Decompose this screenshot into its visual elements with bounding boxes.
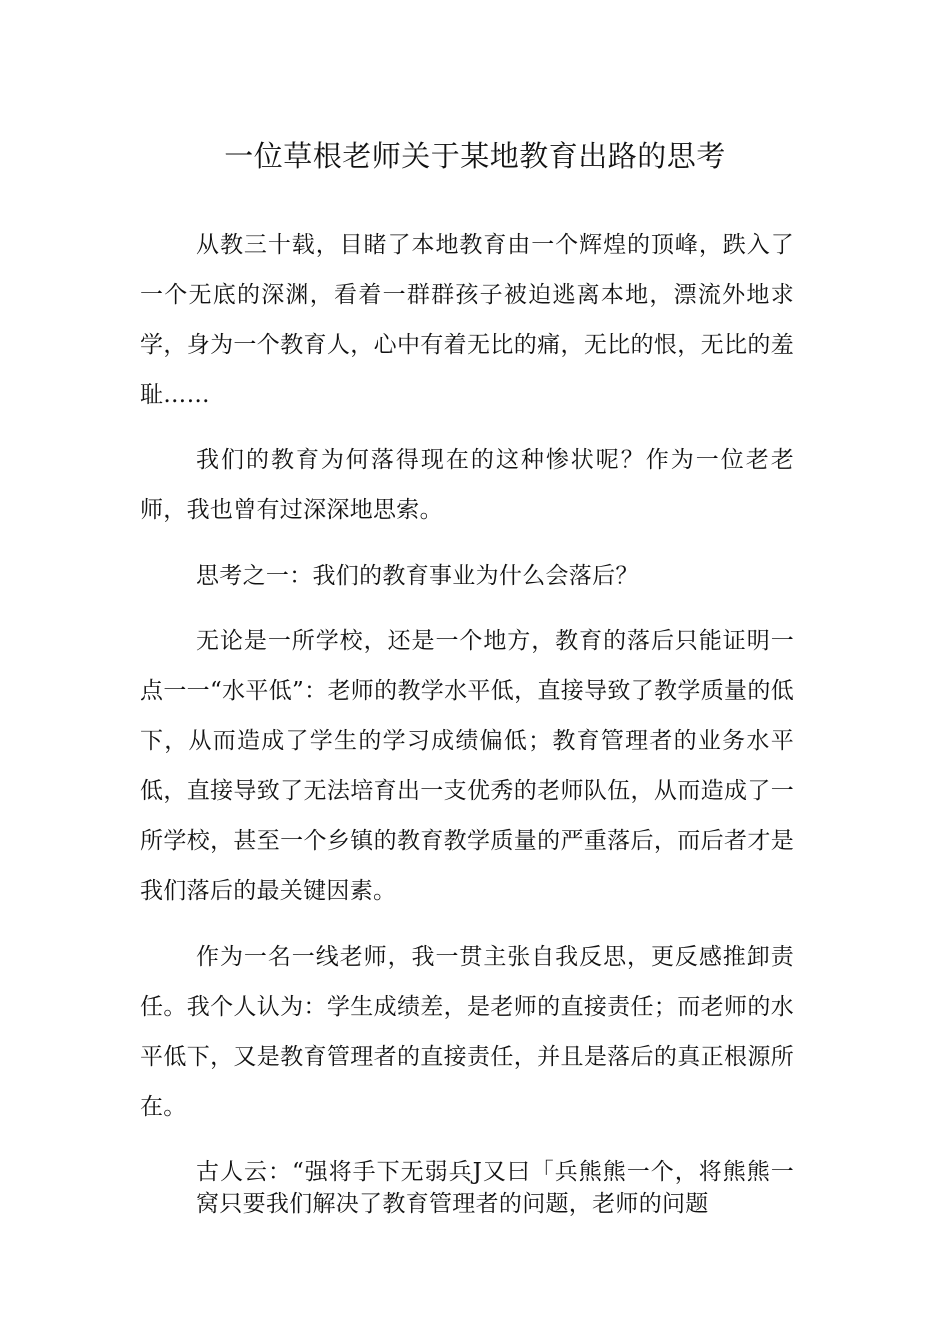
document-title: 一位草根老师关于某地教育出路的思考 bbox=[224, 139, 726, 173]
paragraph-1: 从教三十载，目睹了本地教育由一个辉煌的顶峰，跌入了一个无底的深渊，看着一群群孩子被迫逃离本地，漂流外地求学，身为一个教育人，心中有着无比的痛，无比的恨，无比的羞耻…… bbox=[140, 232, 794, 408]
paragraph-5: 作为一名一线老师，我一贯主张自我反思，更反感推卸责任。我个人认为：学生成绩差，是老师的直接责任；而老师的水平低下，又是教育管理者的直接责任，并且是落后的真正根源所在。 bbox=[140, 944, 794, 1120]
paragraph-3: 思考之一：我们的教育事业为什么会落后？ bbox=[196, 563, 639, 589]
paragraph-6: 古人云：“强将手下无弱兵J又曰「兵熊熊一个，将熊熊一窝只要我们解决了教育管理者的问题，老师的问题 bbox=[196, 1159, 794, 1217]
paragraph-4: 无论是一所学校，还是一个地方，教育的落后只能证明一点一一“水平低”：老师的教学水平低，直接导致了教学质量的低下，从而造成了学生的学习成绩偏低；教育管理者的业务水平低，直接导致了无法培育出一支优秀的老师队伍，从而造成了一所学校，甚至一个乡镇的教育教学质量的严重落后，而后者才是我们落后的最关键因素。 bbox=[140, 628, 794, 904]
paragraph-2: 我们的教育为何落得现在的这种惨状呢？作为一位老老师，我也曾有过深深地思索。 bbox=[140, 447, 794, 523]
